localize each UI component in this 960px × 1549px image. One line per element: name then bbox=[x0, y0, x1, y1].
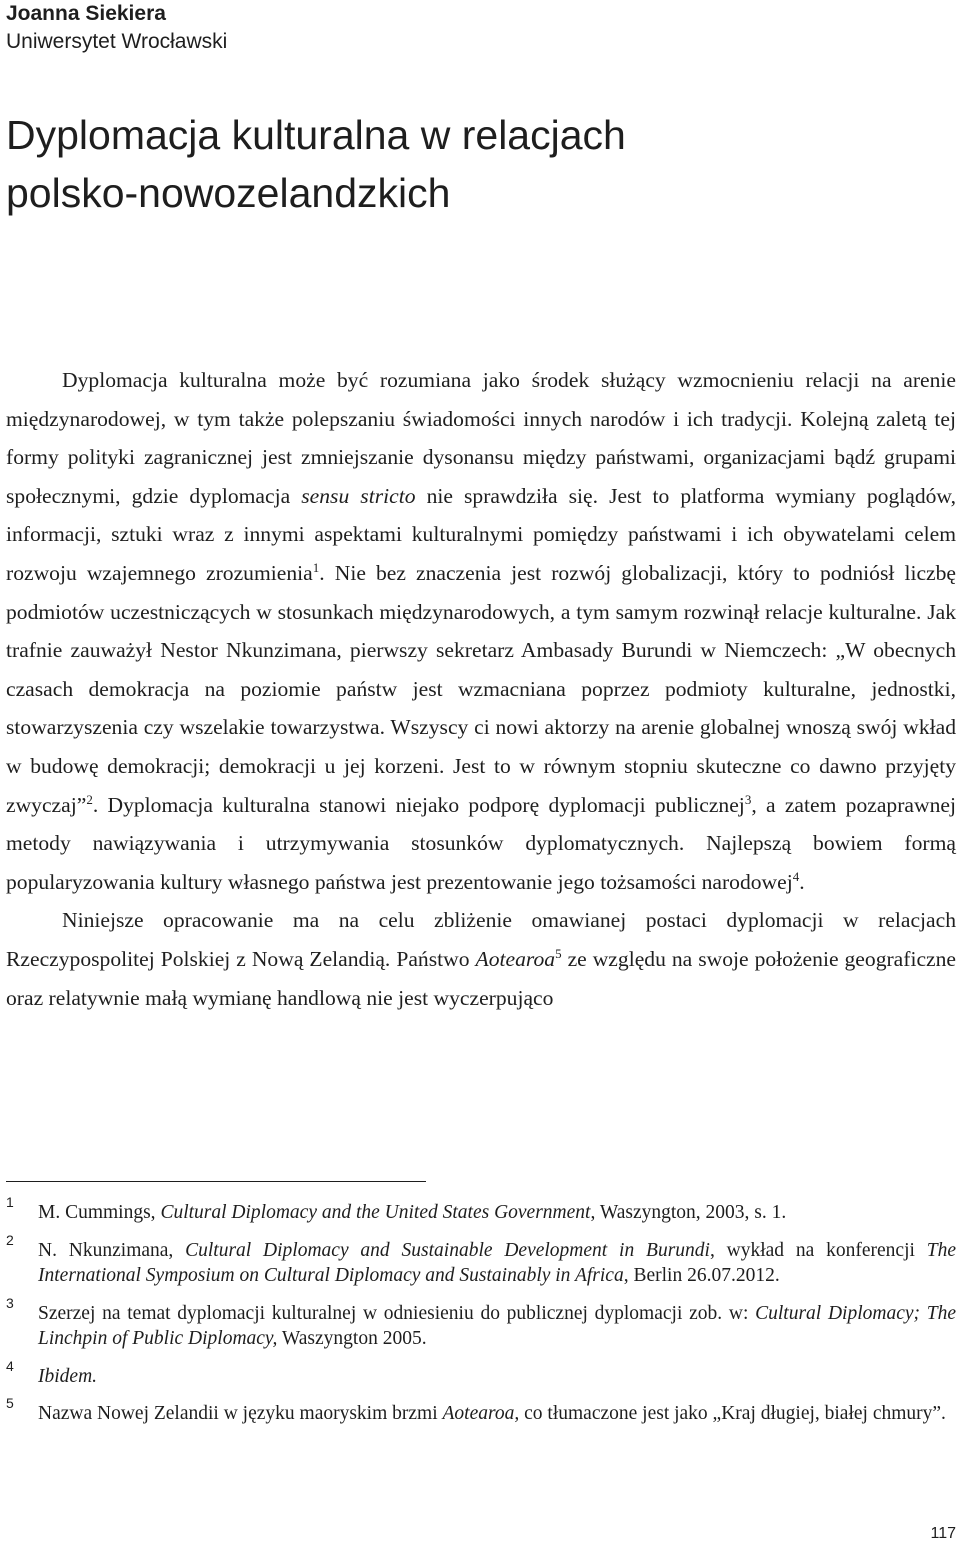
footnote-text: , wykład na konferencji bbox=[709, 1239, 927, 1261]
paragraph-1 bbox=[6, 361, 956, 901]
footnote-italic: The International Symposium on Cultural Diplomacy and Sustainably in Africa bbox=[38, 1239, 956, 1286]
paragraph-1-text: . bbox=[799, 869, 805, 894]
paragraph-1-text: , a zatem pozaprawnej metody nawiązywania i utrzymywania stosunków dyplomatycznych. Najlepszą bowiem formą popularyzowania kultury własnego państwa jest prezentowanie jego tożsamości narodowej bbox=[6, 792, 956, 894]
footnote-ref-5[interactable]: 5 bbox=[555, 945, 562, 961]
footnote-text: Nazwa Nowej Zelandii w języku maoryskim brzmi bbox=[38, 1403, 443, 1424]
footnote-separator bbox=[6, 1181, 426, 1182]
article-title bbox=[6, 106, 946, 222]
footnote-ref-2[interactable]: 2 bbox=[86, 791, 93, 807]
footnote-2 bbox=[6, 1231, 956, 1289]
footnote-text: M. Cummings, bbox=[38, 1202, 161, 1223]
paragraph-2-text: ze względu na swoje położenie geograficzne oraz relatywnie małą wymianę handlową nie jest wyczerpująco bbox=[6, 946, 957, 1010]
page bbox=[6, 0, 956, 1549]
footnote-ref-3[interactable]: 3 bbox=[744, 791, 752, 807]
footnote-text: , Waszyngton, 2003, s. 1. bbox=[590, 1202, 787, 1223]
paragraph-2-italic: Aotearoa bbox=[475, 946, 556, 971]
footnote-1 bbox=[6, 1194, 956, 1226]
footnote-number: 5 bbox=[6, 1395, 14, 1411]
footnote-italic: Ibidem. bbox=[38, 1365, 98, 1387]
footnote-5 bbox=[6, 1395, 956, 1427]
footnote-number: 3 bbox=[6, 1294, 14, 1311]
article-title-line-1: Dyplomacja kulturalna w relacjach bbox=[6, 112, 626, 158]
footnote-italic: Cultural Diplomacy and Sustainable Development in Burundi bbox=[185, 1239, 710, 1261]
footnote-italic: Cultural Diplomacy and the United States Government bbox=[160, 1202, 591, 1223]
footnote-ref-1[interactable]: 1 bbox=[312, 559, 320, 575]
footnote-italic: Cultural Diplomacy; The Linchpin of Public Diplomacy, bbox=[38, 1302, 957, 1349]
footnote-4 bbox=[6, 1357, 956, 1390]
footnote-text: Szerzej na temat dyplomacji kulturalnej w odniesieniu do publicznej dyplomacji zob. w: bbox=[38, 1302, 756, 1324]
paragraph-2-text: Niniejsze opracowanie ma na celu zbliżenie omawianej postaci dyplomacji w relacjach Rzeczypospolitej Polskiej z Nową Zelandią. Państwo bbox=[6, 908, 956, 971]
footnote-text: co tłumaczone jest jako „Kraj długiej, białej chmury”. bbox=[519, 1403, 946, 1424]
footnotes bbox=[6, 1194, 957, 1439]
footnote-ref-4[interactable]: 4 bbox=[792, 868, 800, 884]
author-name: Joanna Siekiera bbox=[6, 2, 166, 25]
paragraph-1-text: . Nie bez znaczenia jest rozwój globalizacji, który to podniósł liczbę podmiotów uczestniczących w stosunkach międzynarodowych, a tym samym rozwinął relacje kulturalne. Jak trafnie zauważył Nestor Nkunzimana, pierwszy sekretarz Ambasady Burundi w Niemczech: „W obecnych czasach demokracja na poziomie państw jest wzmacniana poprzez podmioty kulturalne, jednostki, stowarzyszenia czy wszelakie towarzystwa. Wszyscy ci nowi aktorzy na arenie globalnej wnoszą swój wkład w budowę demokracji; demokracji u jej korzeni. Jest to w równym stopniu skuteczne co dawno przyjęty zwyczaj” bbox=[6, 560, 957, 817]
paragraph-1-text: Dyplomacja kulturalna może być rozumiana jako środek służący wzmocnieniu relacji na arenie międzynarodowej, w tym także polepszaniu świadomości innych narodów i ich tradycji. Kolejną zaletą tej formy polityki zagranicznej jest zmniejszanie dysonansu między państwami, organizacjami bądź grupami społecznymi, gdzie dyplomacja bbox=[6, 368, 956, 508]
footnote-text: , Berlin 26.07.2012. bbox=[623, 1265, 780, 1286]
article-title-line-2: polsko-nowozelandzkich bbox=[6, 170, 451, 216]
author-affiliation: Uniwersytet Wrocławski bbox=[6, 30, 228, 53]
paragraph-1-italic: sensu stricto bbox=[301, 483, 416, 508]
footnote-italic: Aotearoa, bbox=[442, 1403, 520, 1424]
footnote-text: Waszyngton 2005. bbox=[277, 1328, 427, 1349]
footnote-3 bbox=[6, 1294, 957, 1352]
footnote-text: N. Nkunzimana, bbox=[38, 1239, 186, 1261]
footnote-number: 4 bbox=[6, 1357, 14, 1374]
paragraph-1-text: . Dyplomacja kulturalna stanowi niejako podporę dyplomacji publicznej bbox=[92, 792, 745, 817]
page-number: 117 bbox=[930, 1525, 956, 1542]
article-body bbox=[6, 361, 956, 1017]
footnote-number: 2 bbox=[6, 1231, 14, 1248]
paragraph-2 bbox=[6, 901, 956, 1017]
footnote-number: 1 bbox=[6, 1194, 14, 1210]
paragraph-1-text: nie sprawdziła się. Jest to platforma wymiany poglądów, informacji, sztuki wraz z innymi aspektami kulturalnymi pomiędzy państwami i ich obywatelami celem rozwoju wzajemnego zrozumienia bbox=[6, 483, 957, 585]
